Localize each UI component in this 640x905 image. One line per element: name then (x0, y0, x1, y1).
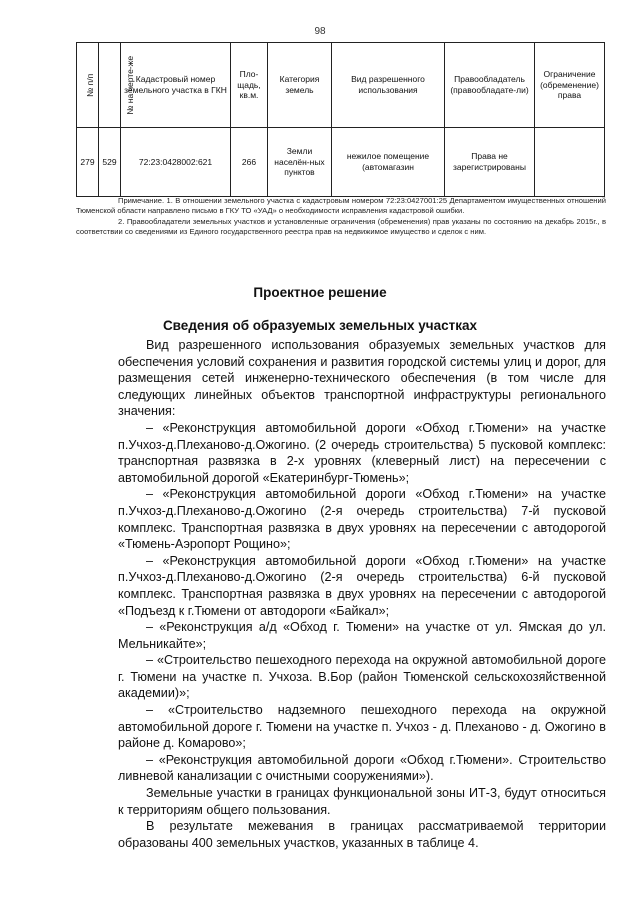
table-notes (76, 196, 606, 238)
header-cell: Вид разрешенного использования (332, 43, 445, 128)
table-cell: 279 (77, 128, 99, 197)
table-header-row (77, 43, 605, 128)
header-cell: № на черте-же (99, 43, 121, 128)
header-cell: Ограничение (обременение) права (535, 43, 605, 128)
paragraph: – «Реконструкция а/д «Обход г. Тюмени» на участке от ул. Ямская до ул. Мельникайте»; (118, 620, 606, 651)
body-text (118, 337, 606, 851)
parcel-table (76, 42, 605, 197)
header-cell: Пло-щадь, кв.м. (231, 43, 268, 128)
header-cell: № п/п (77, 43, 99, 128)
paragraph: – «Строительство пешеходного перехода на окружной автомобильной дороге г. Тюмени на участке п. Учхоза. В.Бор (район Тюменской сельскохозяйственной академии)»; (118, 653, 606, 701)
header-cell: Кадастровый номер земельного участка в ГКН (121, 43, 231, 128)
note-1: Примечание. 1. В отношении земельного участка с кадастровым номером 72:23:0427001:25 Департаментом имущественных отношений Тюменской области направлено письмо в ГКУ ТО «УАД» о необходимости исправления кадастровой ошибки. (76, 196, 606, 216)
table-cell: 266 (231, 128, 268, 197)
section-heading: Проектное решение (253, 285, 387, 300)
table-cell: Земли населён-ных пунктов (268, 128, 332, 197)
table-cell: нежилое помещение (автомагазин (332, 128, 445, 197)
paragraph: – «Строительство надземного пешеходного перехода на окружной автомобильной дороге г. Тюмени на участке п. Учхоз - д. Плеханово - д. Ожогино в районе д. Комарово»; (118, 703, 606, 751)
paragraph: – «Реконструкция автомобильной дороги «Обход г.Тюмени». Строительство ливневой канализации с очистными сооружениями»). (118, 752, 606, 784)
paragraph: – «Реконструкция автомобильной дороги «Обход г.Тюмени» на участке п.Учхоз-д.Плеханово-д.Ожогино (2-я очередь строительства) 7-й пусковой комплекс. Транспортная развязка в двух уровнях на пересечении с автодорогой «Тюмень-Аэропорт Рощино»; (118, 487, 606, 552)
paragraph: В результате межевания в границах рассматриваемой территории образованы 400 земельных участков, указанных в таблице 4. (118, 819, 606, 850)
header-cell: Правообладатель (правообладате-ли) (445, 43, 535, 128)
paragraph: Вид разрешенного использования образуемых земельных участков для обеспечения условий сохранения и развития городской системы улиц и дорог, для размещения сетей инженерно-технического обеспечения (в том числе для следующих линейных объектов транспортной инфраструктуры регионального значения: (118, 338, 606, 419)
paragraph: – «Реконструкция автомобильной дороги «Обход г.Тюмени» на участке п.Учхоз-д.Плеханово-д.Ожогино. (2 очередь строительства) 5 пусковой комплекс: транспортная развязка в 2-х уровнях (клеверный лист) на пересечении с автомобильной дорогой «Екатеринбург-Тюмень»; (118, 420, 606, 485)
paragraph: Земельные участки в границах функциональной зоны ИТ-3, будут относиться к территориям общего пользования. (118, 786, 606, 817)
table-cell: 529 (99, 128, 121, 197)
note-2: 2. Правообладатели земельных участков и установленные ограничения (обременения) прав указаны по состоянию на декабрь 2015г., в соответствии со сведениями из Единого государственного реестра прав на недвижимое имущество и сделок с ним. (76, 216, 606, 237)
table-cell (535, 128, 605, 197)
page-number: 98 (314, 26, 326, 37)
table-cell: Права не зарегистрированы (445, 128, 535, 197)
paragraph: – «Реконструкция автомобильной дороги «Обход г.Тюмени» на участке п.Учхоз-д.Плеханово-д.Ожогино (2-я очередь строительства) 6-й пусковой комплекс. Транспортная развязка в двух уровнях на пересечении с автодорогой «Подъезд к г.Тюмени от автодороги «Байкал»; (118, 553, 606, 618)
table-cell: 72:23:0428002:621 (121, 128, 231, 197)
header-cell: Категория земель (268, 43, 332, 128)
subsection-heading: Сведения об образуемых земельных участках (162, 318, 478, 333)
table-row (77, 128, 605, 197)
